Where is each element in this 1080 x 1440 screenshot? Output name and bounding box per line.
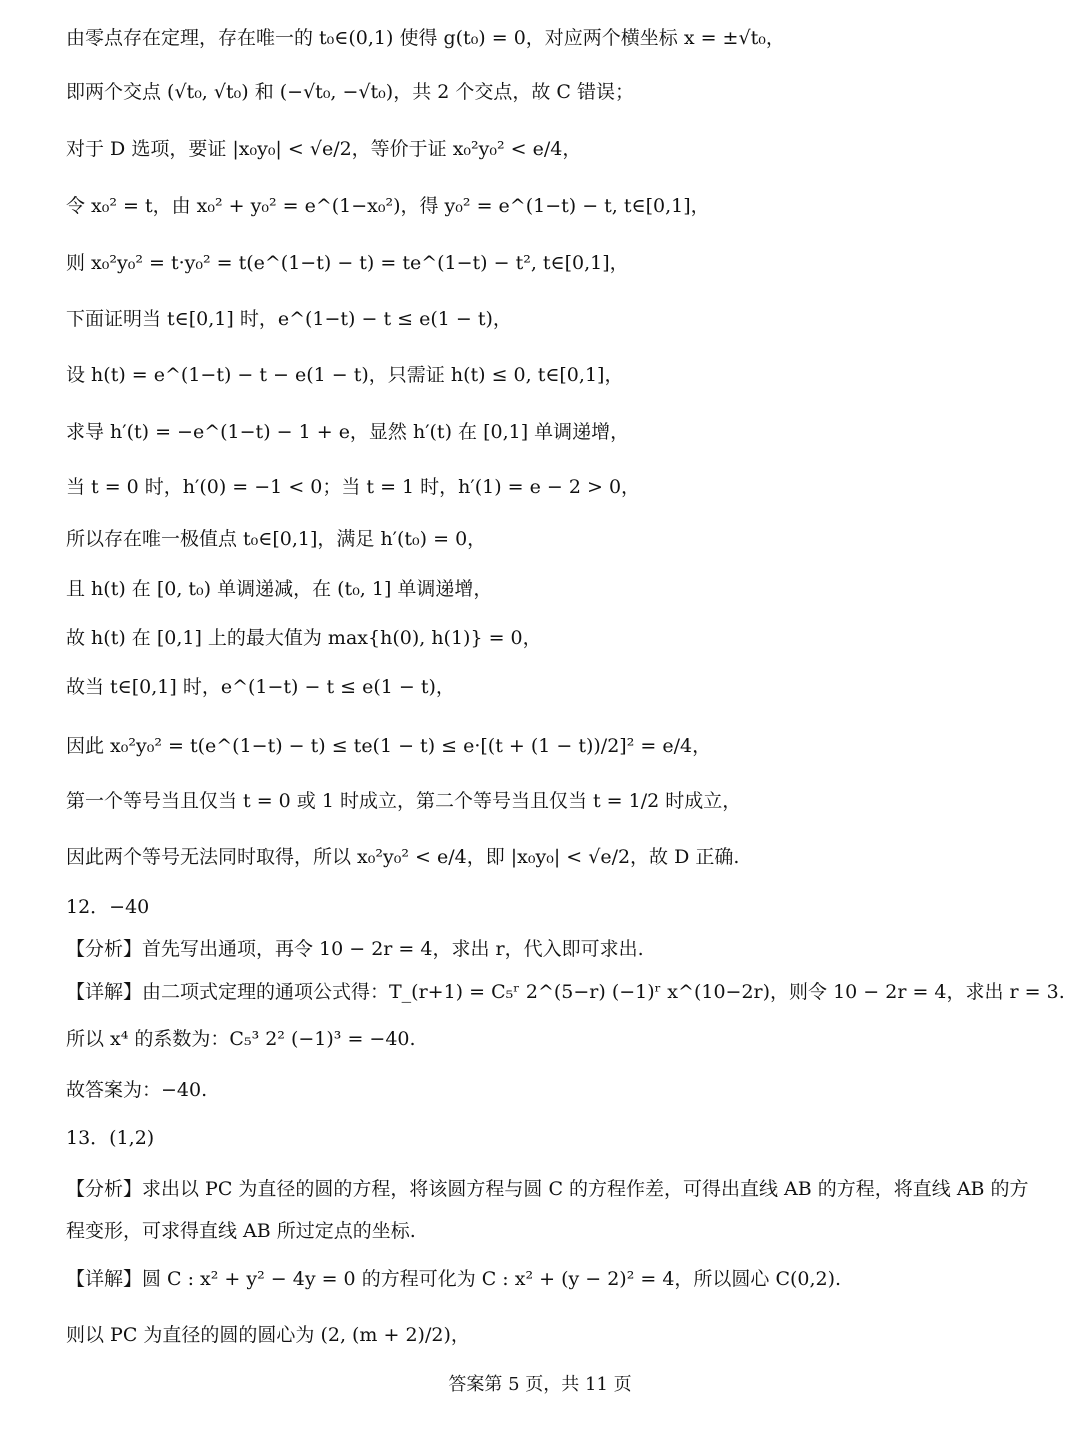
detail-line: 【详解】圆 C : x² + y² − 4y = 0 的方程可化为 C : x² + (y − 2)² = 4，所以圆心 C(0,2). [66, 1268, 842, 1290]
text-line: 故 h(t) 在 [0,1] 上的最大值为 max{h(0), h(1)} = 0， [66, 627, 542, 649]
text-line: 且 h(t) 在 [0, t₀) 单调递减，在 (t₀, 1] 单调递增， [66, 578, 493, 600]
answer-number: 13．(1,2) [66, 1127, 155, 1149]
page-footer: 答案第 5 页，共 11 页 [448, 1374, 632, 1395]
text-line: 设 h(t) = e^(1−t) − t − e(1 − t)，只需证 h(t) ≤ 0, t∈[0,1]， [66, 364, 624, 386]
text-line: 求导 h′(t) = −e^(1−t) − 1 + e，显然 h′(t) 在 [0,1] 单调递增， [66, 421, 630, 443]
text-line: 令 x₀² = t，由 x₀² + y₀² = e^(1−x₀²)，得 y₀² = e^(1−t) − t, t∈[0,1]， [66, 195, 710, 217]
text-line: 则以 PC 为直径的圆的圆心为 (2, (m + 2)/2)， [66, 1324, 470, 1346]
text-line: 程变形，可求得直线 AB 所过定点的坐标. [66, 1220, 416, 1242]
text-line: 下面证明当 t∈[0,1] 时，e^(1−t) − t ≤ e(1 − t)， [66, 308, 512, 330]
text-line: 即两个交点 (√t₀, √t₀) 和 (−√t₀, −√t₀)，共 2 个交点，故 C 错误； [66, 81, 634, 103]
text-line: 当 t = 0 时，h′(0) = −1 < 0；当 t = 1 时，h′(1) = e − 2 > 0， [66, 476, 641, 498]
text-line: 故答案为：−40. [66, 1079, 208, 1101]
analysis-line: 【分析】求出以 PC 为直径的圆的方程，将该圆方程与圆 C 的方程作差，可得出直线 AB 的方程，将直线 AB 的方 [66, 1178, 1029, 1200]
text-line: 故当 t∈[0,1] 时，e^(1−t) − t ≤ e(1 − t)， [66, 676, 455, 698]
text-line: 第一个等号当且仅当 t = 0 或 1 时成立，第二个等号当且仅当 t = 1/2 时成立， [66, 790, 742, 812]
text-line: 因此两个等号无法同时取得，所以 x₀²y₀² < e/4，即 |x₀y₀| < √e/2，故 D 正确. [66, 846, 740, 868]
answer-number: 12．−40 [66, 896, 150, 918]
text-line: 由零点存在定理，存在唯一的 t₀∈(0,1) 使得 g(t₀) = 0，对应两个横坐标 x = ±√t₀， [66, 27, 785, 49]
text-line: 所以存在唯一极值点 t₀∈[0,1]，满足 h′(t₀) = 0， [66, 528, 487, 550]
detail-line: 【详解】由二项式定理的通项公式得：T_(r+1) = C₅ʳ 2^(5−r) (−1)ʳ x^(10−2r)，则令 10 − 2r = 4，求出 r = 3. [66, 981, 1065, 1003]
analysis-line: 【分析】首先写出通项，再令 10 − 2r = 4，求出 r，代入即可求出. [66, 938, 644, 960]
text-line: 则 x₀²y₀² = t·y₀² = t(e^(1−t) − t) = te^(1−t) − t², t∈[0,1]， [66, 252, 629, 274]
text-line: 因此 x₀²y₀² = t(e^(1−t) − t) ≤ te(1 − t) ≤ e·[(t + (1 − t))/2]² = e/4， [66, 735, 712, 757]
text-line: 对于 D 选项，要证 |x₀y₀| < √e/2，等价于证 x₀²y₀² < e/4， [66, 138, 582, 160]
text-line: 所以 x⁴ 的系数为：C₅³ 2² (−1)³ = −40. [66, 1028, 416, 1050]
